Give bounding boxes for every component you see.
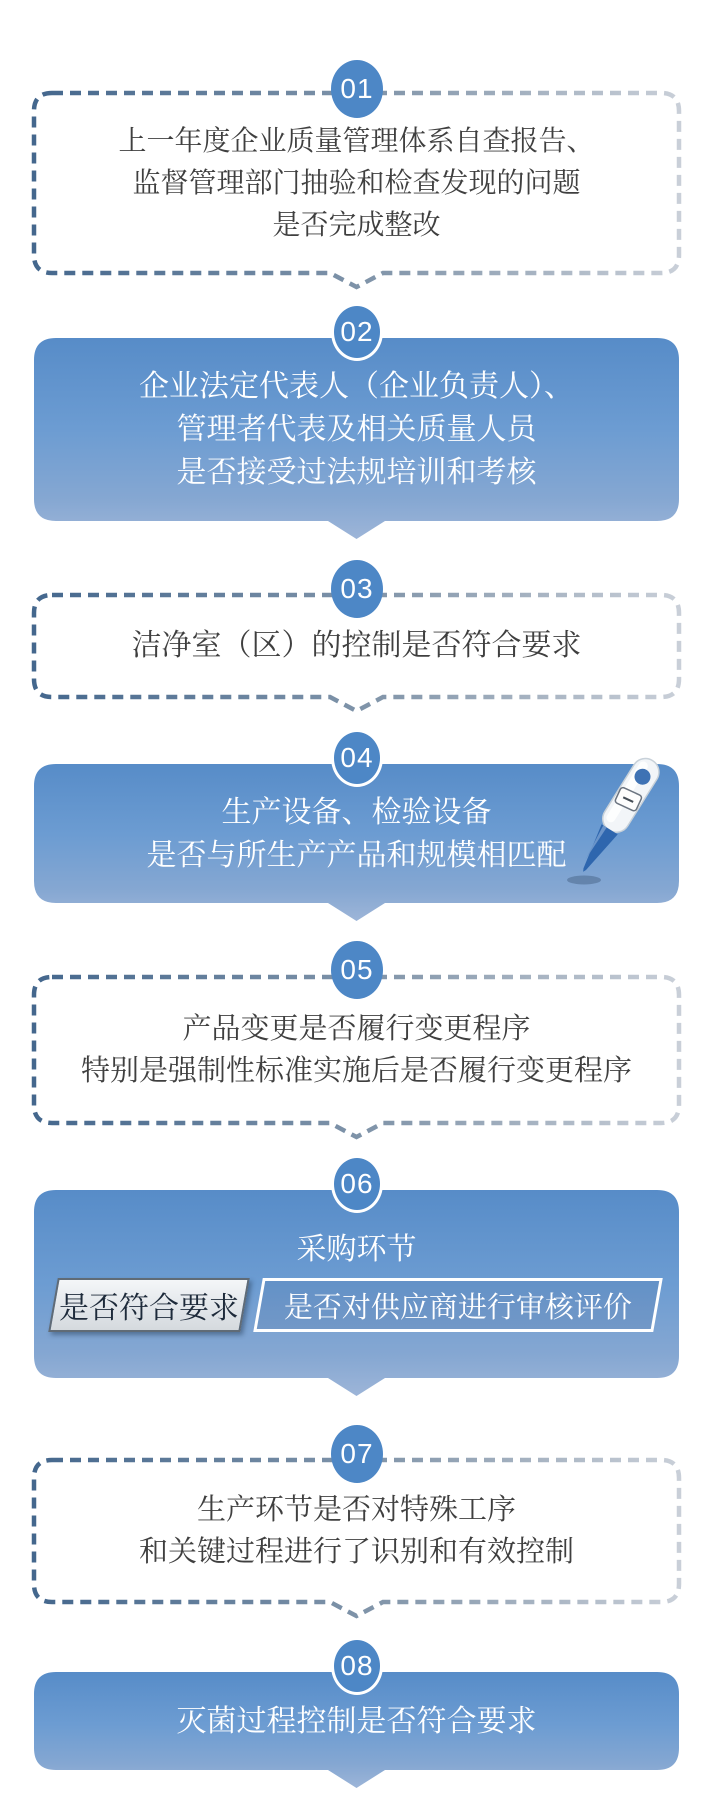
step-badge-05 <box>331 941 383 999</box>
step-badge-07 <box>331 1425 383 1483</box>
text-line: 洁净室（区）的控制是否符合要求 <box>131 629 582 662</box>
text-line: 是否与所生产产品和规模相匹配 <box>146 838 567 872</box>
text-line: 上一年度企业质量管理体系自查报告、 <box>118 125 595 156</box>
step-badge-01 <box>331 60 383 118</box>
text-line: 生产环节是否对特殊工序 <box>196 1494 516 1526</box>
text-line: 和关键过程进行了识别和有效控制 <box>138 1536 574 1568</box>
item-01-text <box>34 93 679 273</box>
ribbon-label: 是否对供应商进行审核评价 <box>283 1291 632 1324</box>
text-line: 管理者代表及相关质量人员 <box>176 413 537 446</box>
step-number: 06 <box>340 1168 374 1199</box>
step-badge-06 <box>331 1155 383 1213</box>
step-badge-08 <box>331 1637 383 1695</box>
text-line: 监督管理部门抽验和检查发现的问题 <box>132 167 581 198</box>
step-number: 04 <box>340 742 374 773</box>
ribbon-label: 是否符合要求 <box>59 1292 239 1325</box>
thermometer-icon <box>548 752 688 902</box>
text-line: 是否完成整改 <box>272 209 441 240</box>
text-line: 灭菌过程控制是否符合要求 <box>176 1704 537 1738</box>
step-number: 03 <box>340 573 374 604</box>
step-number: 02 <box>340 316 374 347</box>
text-line: 企业法定代表人（企业负责人）、 <box>139 370 574 403</box>
step-number: 07 <box>340 1438 374 1469</box>
step-badge-04 <box>331 729 383 787</box>
step-number: 05 <box>340 954 374 985</box>
item-02-text <box>34 338 679 521</box>
text-line: 是否接受过法规培训和考核 <box>176 456 537 489</box>
step-number: 01 <box>340 73 374 104</box>
item-06-title: 采购环节 <box>296 1233 417 1266</box>
ribbon-compliance <box>48 1278 250 1332</box>
text-line: 产品变更是否履行变更程序 <box>182 1013 531 1045</box>
ribbon-supplier-audit <box>253 1278 663 1332</box>
step-badge-03 <box>331 560 383 618</box>
step-number: 08 <box>340 1650 374 1681</box>
text-line: 特别是强制性标准实施后是否履行变更程序 <box>80 1055 632 1087</box>
text-line: 生产设备、检验设备 <box>221 795 492 829</box>
step-badge-02 <box>331 303 383 361</box>
